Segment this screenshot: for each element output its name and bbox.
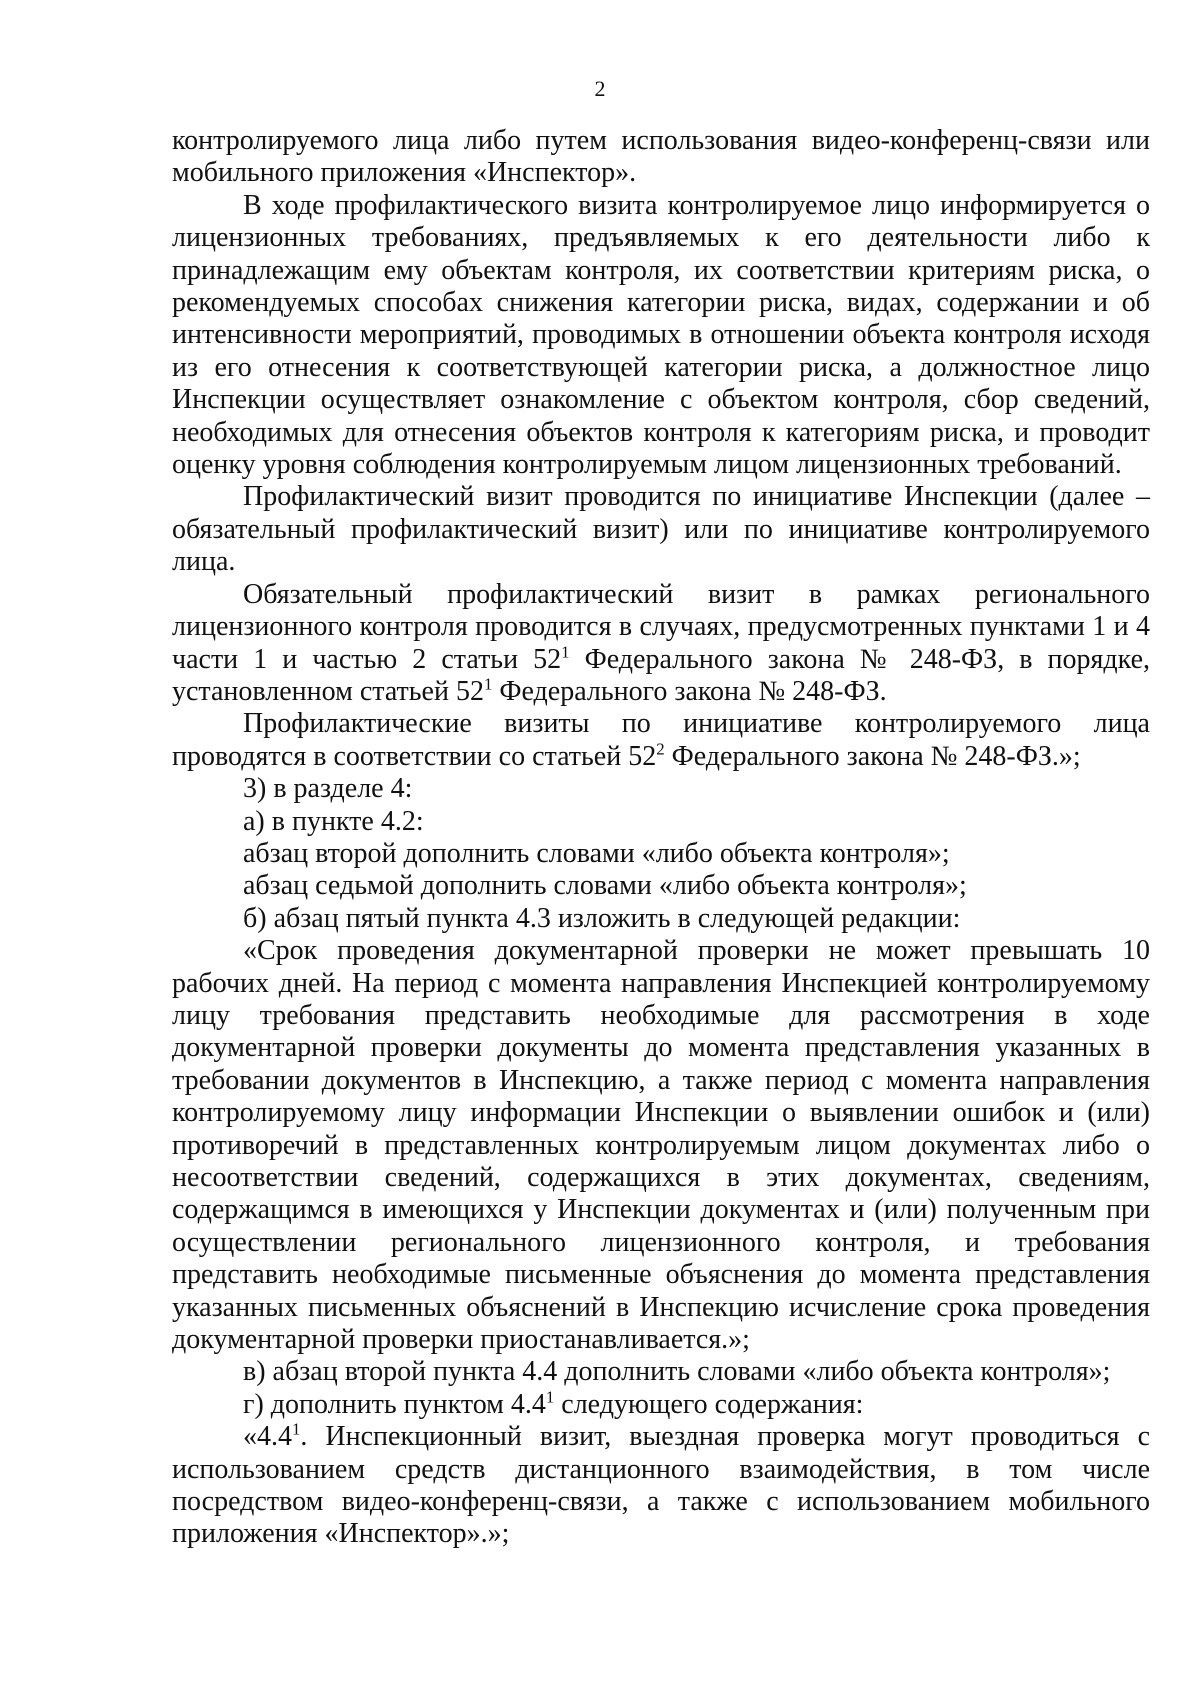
text-segment: г) дополнить пунктом 4.4 (243, 1388, 546, 1420)
superscript-index: 2 (656, 739, 665, 759)
paragraph (172, 870, 1150, 902)
document-body (172, 125, 1150, 1551)
text-segment: а) в пункте 4.2: (243, 805, 424, 837)
text-segment: абзац седьмой дополнить словами «либо объекта контроля»; (243, 870, 967, 902)
text-segment: «4.4 (243, 1421, 292, 1453)
text-segment: В ходе профилактического визита контролируемое лицо информируется о лицензионных требованиях, предъявляемых к его деятельности либо к принадлежащим ему объектам контроля, их соответствии критериям риска, о рекомендуемых способах снижения категории риска, видах, содержании и об интенсивности мероприятий, проводимых в отношении объекта контроля исходя из его отнесения к соответствующей категории риска, а должностное лицо Инспекции осуществляет ознакомление с объектом контроля, сбор сведений, необходимых для отнесения объектов контроля к категориям риска, и проводит оценку уровня соблюдения контролируемым лицом лицензионных требований. (172, 189, 1150, 481)
text-segment: в) абзац второй пункта 4.4 дополнить словами «либо объекта контроля»; (243, 1356, 1111, 1388)
text-segment: Профилактические визиты по инициативе контролируемого лица проводятся в соответствии со статьей 52 (172, 708, 1150, 772)
superscript-index: 1 (483, 674, 493, 694)
text-segment: . Инспекционный визит, выездная проверка могут проводиться с использованием средств дистанционного взаимодействия, в том числе посредством видео-конференц-связи, а также с использованием мобильного приложения «Инспектор».»; (172, 1421, 1150, 1550)
text-segment: б) абзац пятый пункта 4.3 изложить в следующей редакции: (243, 902, 961, 934)
superscript-index: 1 (561, 642, 570, 662)
text-segment: абзац второй дополнить словами «либо объекта контроля»; (243, 837, 950, 869)
text-segment: Федерального закона № 248-ФЗ. (492, 675, 887, 707)
text-segment: контролируемого лица либо путем использования видео-конференц-связи или мобильного приложения «Инспектор». (172, 125, 1150, 189)
paragraph (172, 806, 1150, 838)
paragraph (172, 1356, 1150, 1388)
text-segment: Обязательный профилактический визит в рамках регионального лицензионного контроля проводится в случаях, предусмотренных пунктами 1 и 4 части 1 и частью 2 статьи 52 (172, 578, 1150, 675)
paragraph (172, 125, 1150, 190)
text-segment: «Срок проведения документарной проверки не может превышать 10 рабочих дней. На период с момента направления Инспекцией контролируемому лицу требования представить необходимые для рассмотрения в ходе документарной проверки документы до момента представления указанных в требовании документов в Инспекцию, а также период с момента направления контролируемому лицу информации Инспекции о выявлении ошибок и (или) противоречий в представленных контролируемым лицом документах либо о несоответствии сведений, содержащихся в этих документах, сведениям, содержащимся в имеющихся у Инспекции документах и (или) полученным при осуществлении регионального лицензионного контроля, и требования представить необходимые письменные объяснения до момента представления указанных письменных объяснений в Инспекцию исчисление срока проведения документарной проверки приостанавливается.»; (172, 935, 1150, 1356)
superscript-index: 1 (545, 1387, 555, 1407)
text-segment: Федерального закона № 248-ФЗ.»; (664, 740, 1081, 772)
paragraph (172, 1421, 1150, 1551)
text-segment: Профилактический визит проводится по инициативе Инспекции (далее – обязательный профилактический визит) или по инициативе контролируемого лица. (172, 481, 1150, 578)
paragraph (172, 773, 1150, 805)
paragraph (172, 708, 1150, 773)
paragraph (172, 838, 1150, 870)
paragraph (172, 579, 1150, 709)
text-segment: следующего содержания: (554, 1388, 864, 1420)
paragraph (172, 935, 1150, 1356)
text-segment: Федерального закона № 248-ФЗ, в порядке, установленном статьей 52 (172, 643, 1151, 707)
paragraph (172, 903, 1150, 935)
paragraph (172, 481, 1150, 578)
superscript-index: 1 (292, 1419, 301, 1439)
page-number: 2 (594, 76, 606, 101)
text-segment: 3) в разделе 4: (243, 773, 413, 805)
paragraph (172, 1389, 1150, 1421)
paragraph (172, 190, 1150, 482)
